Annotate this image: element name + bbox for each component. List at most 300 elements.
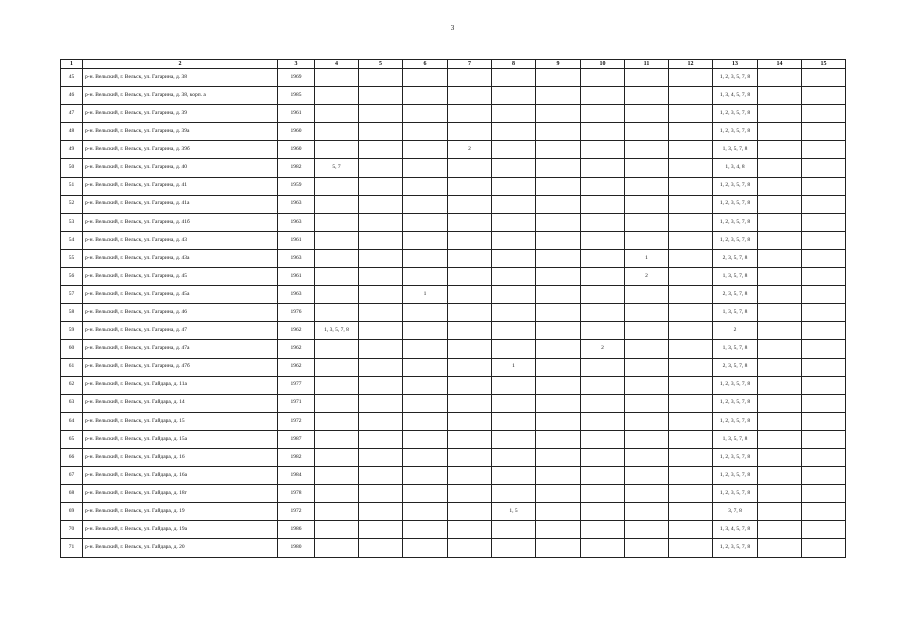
table-cell bbox=[359, 430, 403, 448]
row-number: 61 bbox=[61, 358, 83, 376]
table-cell bbox=[758, 376, 802, 394]
table-cell bbox=[669, 123, 713, 141]
table-cell bbox=[758, 69, 802, 87]
table-cell bbox=[448, 485, 492, 503]
year-cell: 1961 bbox=[278, 268, 315, 286]
table-cell bbox=[802, 503, 846, 521]
column-header-12: 12 bbox=[669, 60, 713, 69]
table-cell bbox=[536, 87, 581, 105]
address-cell: р-н. Вельский, г. Вельск, ул. Гагарина, д. 40 bbox=[83, 159, 278, 177]
table-cell bbox=[403, 430, 448, 448]
table-cell bbox=[669, 286, 713, 304]
table-cell bbox=[581, 87, 625, 105]
table-cell bbox=[536, 159, 581, 177]
table-cell bbox=[581, 123, 625, 141]
table-cell bbox=[492, 376, 536, 394]
table-cell bbox=[359, 268, 403, 286]
row-number: 70 bbox=[61, 521, 83, 539]
table-cell bbox=[802, 340, 846, 358]
table-cell: 5, 7 bbox=[315, 159, 359, 177]
year-cell: 1963 bbox=[278, 249, 315, 267]
table-cell bbox=[315, 358, 359, 376]
table-cell bbox=[492, 141, 536, 159]
table-cell bbox=[448, 177, 492, 195]
table-cell bbox=[315, 286, 359, 304]
table-cell bbox=[536, 376, 581, 394]
table-cell bbox=[359, 304, 403, 322]
table-cell bbox=[669, 87, 713, 105]
table-cell: 1, 2, 3, 5, 7, 8 bbox=[713, 213, 758, 231]
table-cell bbox=[625, 304, 669, 322]
table-cell bbox=[315, 213, 359, 231]
year-cell: 1961 bbox=[278, 231, 315, 249]
table-cell bbox=[758, 213, 802, 231]
table-cell bbox=[492, 322, 536, 340]
table-cell: 1, 2, 3, 5, 7, 8 bbox=[713, 195, 758, 213]
row-number: 45 bbox=[61, 69, 83, 87]
table-cell bbox=[669, 213, 713, 231]
table-cell bbox=[492, 177, 536, 195]
table-cell bbox=[448, 539, 492, 557]
column-header-7: 7 bbox=[448, 60, 492, 69]
row-number: 55 bbox=[61, 249, 83, 267]
table-row bbox=[61, 141, 846, 159]
table-cell bbox=[581, 412, 625, 430]
address-cell: р-н. Вельский, г. Вельск, ул. Гагарина, д. 43а bbox=[83, 249, 278, 267]
column-header-6: 6 bbox=[403, 60, 448, 69]
table-cell bbox=[448, 322, 492, 340]
table-cell bbox=[403, 412, 448, 430]
table-cell bbox=[581, 376, 625, 394]
table-cell bbox=[403, 141, 448, 159]
table-cell bbox=[448, 105, 492, 123]
table-cell bbox=[536, 105, 581, 123]
table-cell: 1, 3, 5, 7, 8 bbox=[713, 304, 758, 322]
table-cell bbox=[669, 467, 713, 485]
table-cell bbox=[359, 231, 403, 249]
address-cell: р-н. Вельский, г. Вельск, ул. Гагарина, д. 39б bbox=[83, 141, 278, 159]
table-cell bbox=[359, 521, 403, 539]
table-cell bbox=[802, 304, 846, 322]
table-cell: 1, 2, 3, 5, 7, 8 bbox=[713, 467, 758, 485]
table-cell bbox=[625, 412, 669, 430]
table-cell bbox=[581, 249, 625, 267]
table-cell bbox=[581, 448, 625, 466]
table-cell bbox=[581, 231, 625, 249]
table-cell bbox=[625, 286, 669, 304]
year-cell: 1963 bbox=[278, 286, 315, 304]
table-cell: 1, 3, 4, 8 bbox=[713, 159, 758, 177]
year-cell: 1960 bbox=[278, 123, 315, 141]
table-cell: 1, 3, 5, 7, 8 bbox=[713, 340, 758, 358]
row-number: 46 bbox=[61, 87, 83, 105]
table-cell bbox=[315, 430, 359, 448]
year-cell: 1972 bbox=[278, 412, 315, 430]
table-cell bbox=[758, 286, 802, 304]
table-cell bbox=[802, 286, 846, 304]
table-cell bbox=[536, 69, 581, 87]
table-cell bbox=[802, 322, 846, 340]
table-cell bbox=[536, 485, 581, 503]
address-cell: р-н. Вельский, г. Вельск, ул. Гагарина, д. 45а bbox=[83, 286, 278, 304]
table-cell bbox=[315, 177, 359, 195]
table-cell bbox=[581, 539, 625, 557]
table-cell bbox=[492, 304, 536, 322]
table-row bbox=[61, 286, 846, 304]
table-cell bbox=[625, 87, 669, 105]
table-cell bbox=[359, 105, 403, 123]
table-cell: 3, 7, 8 bbox=[713, 503, 758, 521]
table-cell bbox=[669, 304, 713, 322]
table-cell bbox=[403, 376, 448, 394]
table-cell bbox=[802, 412, 846, 430]
table-cell bbox=[359, 394, 403, 412]
year-cell: 1982 bbox=[278, 448, 315, 466]
table-cell bbox=[758, 195, 802, 213]
table-cell bbox=[758, 358, 802, 376]
table-cell bbox=[359, 249, 403, 267]
table-row bbox=[61, 123, 846, 141]
year-cell: 1962 bbox=[278, 322, 315, 340]
table-cell bbox=[758, 105, 802, 123]
table-cell bbox=[403, 322, 448, 340]
table-cell bbox=[492, 286, 536, 304]
table-cell bbox=[625, 123, 669, 141]
address-cell: р-н. Вельский, г. Вельск, ул. Гагарина, д. 46 bbox=[83, 304, 278, 322]
table-cell bbox=[536, 322, 581, 340]
table-cell bbox=[802, 376, 846, 394]
table-row bbox=[61, 430, 846, 448]
row-number: 54 bbox=[61, 231, 83, 249]
table-cell bbox=[669, 105, 713, 123]
address-cell: р-н. Вельский, г. Вельск, ул. Гайдара, д. 20 bbox=[83, 539, 278, 557]
table-cell bbox=[315, 249, 359, 267]
table-cell bbox=[758, 123, 802, 141]
table-cell bbox=[758, 503, 802, 521]
row-number: 66 bbox=[61, 448, 83, 466]
table-cell bbox=[492, 159, 536, 177]
table-row bbox=[61, 177, 846, 195]
table-row bbox=[61, 159, 846, 177]
table-cell bbox=[448, 213, 492, 231]
address-cell: р-н. Вельский, г. Вельск, ул. Гагарина, д. 41 bbox=[83, 177, 278, 195]
year-cell: 1977 bbox=[278, 376, 315, 394]
table-cell bbox=[581, 322, 625, 340]
table-cell: 1 bbox=[492, 358, 536, 376]
table-cell bbox=[581, 286, 625, 304]
table-cell: 1, 5 bbox=[492, 503, 536, 521]
table-row bbox=[61, 467, 846, 485]
buildings-table bbox=[60, 59, 846, 558]
page-number: 3 bbox=[450, 24, 455, 32]
table-row bbox=[61, 412, 846, 430]
year-cell: 1962 bbox=[278, 340, 315, 358]
table-cell bbox=[536, 249, 581, 267]
table-cell bbox=[581, 485, 625, 503]
table-cell bbox=[403, 358, 448, 376]
table-cell bbox=[315, 141, 359, 159]
year-cell: 1982 bbox=[278, 159, 315, 177]
table-cell bbox=[492, 268, 536, 286]
table-cell bbox=[581, 213, 625, 231]
table-cell: 2, 3, 5, 7, 8 bbox=[713, 358, 758, 376]
table-cell bbox=[448, 249, 492, 267]
table-cell bbox=[315, 448, 359, 466]
table-cell bbox=[359, 286, 403, 304]
table-cell bbox=[625, 340, 669, 358]
table-cell bbox=[802, 141, 846, 159]
table-cell bbox=[802, 195, 846, 213]
year-cell: 1984 bbox=[278, 467, 315, 485]
table-cell bbox=[581, 69, 625, 87]
column-header-4: 4 bbox=[315, 60, 359, 69]
row-number: 58 bbox=[61, 304, 83, 322]
table-cell bbox=[403, 177, 448, 195]
table-cell bbox=[802, 430, 846, 448]
address-cell: р-н. Вельский, г. Вельск, ул. Гагарина, д. 45 bbox=[83, 268, 278, 286]
table-cell bbox=[448, 69, 492, 87]
table-cell bbox=[448, 195, 492, 213]
table-cell bbox=[359, 485, 403, 503]
table-cell bbox=[315, 123, 359, 141]
table-cell: 2 bbox=[625, 268, 669, 286]
table-cell bbox=[669, 177, 713, 195]
row-number: 48 bbox=[61, 123, 83, 141]
table-cell bbox=[359, 448, 403, 466]
table-cell bbox=[448, 304, 492, 322]
table-cell: 2 bbox=[448, 141, 492, 159]
table-cell bbox=[669, 268, 713, 286]
table-cell bbox=[758, 249, 802, 267]
row-number: 56 bbox=[61, 268, 83, 286]
table-cell bbox=[359, 213, 403, 231]
table-cell bbox=[669, 503, 713, 521]
table-cell bbox=[403, 69, 448, 87]
table-cell bbox=[758, 394, 802, 412]
table-cell bbox=[536, 195, 581, 213]
table-cell bbox=[669, 485, 713, 503]
table-cell bbox=[403, 159, 448, 177]
table-cell: 1, 2, 3, 5, 7, 8 bbox=[713, 539, 758, 557]
row-number: 51 bbox=[61, 177, 83, 195]
table-cell bbox=[403, 503, 448, 521]
table-row bbox=[61, 539, 846, 557]
table-cell bbox=[492, 231, 536, 249]
table-cell bbox=[802, 123, 846, 141]
table-cell bbox=[403, 394, 448, 412]
table-cell bbox=[625, 159, 669, 177]
table-cell bbox=[315, 467, 359, 485]
table-cell bbox=[625, 485, 669, 503]
table-cell bbox=[536, 340, 581, 358]
table-cell bbox=[403, 448, 448, 466]
table-cell bbox=[758, 159, 802, 177]
table-cell bbox=[625, 213, 669, 231]
table-cell bbox=[403, 123, 448, 141]
table-cell bbox=[359, 322, 403, 340]
table-cell bbox=[448, 521, 492, 539]
header-row bbox=[61, 60, 846, 69]
table-cell bbox=[581, 141, 625, 159]
table-cell bbox=[625, 376, 669, 394]
table-cell bbox=[359, 340, 403, 358]
table-cell bbox=[669, 159, 713, 177]
table-cell bbox=[625, 521, 669, 539]
table-cell bbox=[669, 412, 713, 430]
address-cell: р-н. Вельский, г. Вельск, ул. Гайдара, д. 11а bbox=[83, 376, 278, 394]
table-cell: 1 bbox=[403, 286, 448, 304]
row-number: 50 bbox=[61, 159, 83, 177]
row-number: 64 bbox=[61, 412, 83, 430]
row-number: 47 bbox=[61, 105, 83, 123]
address-cell: р-н. Вельский, г. Вельск, ул. Гайдара, д. 16 bbox=[83, 448, 278, 466]
table-cell: 1, 2, 3, 5, 7, 8 bbox=[713, 485, 758, 503]
table-cell bbox=[315, 304, 359, 322]
table-cell bbox=[581, 467, 625, 485]
table-cell: 1, 3, 4, 5, 7, 8 bbox=[713, 521, 758, 539]
table-cell bbox=[315, 503, 359, 521]
table-cell bbox=[758, 304, 802, 322]
address-cell: р-н. Вельский, г. Вельск, ул. Гагарина, д. 41б bbox=[83, 213, 278, 231]
year-cell: 1969 bbox=[278, 69, 315, 87]
table-cell bbox=[359, 141, 403, 159]
table-cell bbox=[625, 69, 669, 87]
table-cell bbox=[802, 159, 846, 177]
address-cell: р-н. Вельский, г. Вельск, ул. Гагарина, д. 47б bbox=[83, 358, 278, 376]
table-cell bbox=[359, 412, 403, 430]
column-header-15: 15 bbox=[802, 60, 846, 69]
table-cell bbox=[448, 467, 492, 485]
address-cell: р-н. Вельский, г. Вельск, ул. Гайдара, д. 16а bbox=[83, 467, 278, 485]
year-cell: 1978 bbox=[278, 485, 315, 503]
table-cell bbox=[448, 376, 492, 394]
table-cell bbox=[403, 213, 448, 231]
table-row bbox=[61, 249, 846, 267]
table-cell bbox=[581, 503, 625, 521]
table-cell bbox=[625, 503, 669, 521]
table-cell bbox=[448, 430, 492, 448]
column-header-8: 8 bbox=[492, 60, 536, 69]
table-cell bbox=[448, 286, 492, 304]
table-cell bbox=[581, 358, 625, 376]
table-cell bbox=[536, 141, 581, 159]
table-cell bbox=[403, 340, 448, 358]
table-cell: 2, 3, 5, 7, 8 bbox=[713, 249, 758, 267]
table-cell bbox=[448, 503, 492, 521]
table-row bbox=[61, 213, 846, 231]
table-cell bbox=[625, 467, 669, 485]
table-cell bbox=[315, 412, 359, 430]
column-header-11: 11 bbox=[625, 60, 669, 69]
table-cell bbox=[625, 322, 669, 340]
table-cell: 1, 2, 3, 5, 7, 8 bbox=[713, 69, 758, 87]
table-cell bbox=[403, 87, 448, 105]
table-cell bbox=[403, 249, 448, 267]
row-number: 68 bbox=[61, 485, 83, 503]
table-row bbox=[61, 105, 846, 123]
table-cell bbox=[758, 141, 802, 159]
table-cell bbox=[669, 340, 713, 358]
year-cell: 1959 bbox=[278, 177, 315, 195]
table-cell bbox=[802, 213, 846, 231]
table-cell bbox=[669, 521, 713, 539]
table-cell bbox=[758, 448, 802, 466]
address-cell: р-н. Вельский, г. Вельск, ул. Гагарина, д. 41а bbox=[83, 195, 278, 213]
table-cell: 1, 2, 3, 5, 7, 8 bbox=[713, 123, 758, 141]
year-cell: 1960 bbox=[278, 141, 315, 159]
table-cell bbox=[536, 412, 581, 430]
table-cell bbox=[536, 177, 581, 195]
table-cell bbox=[536, 539, 581, 557]
table-cell bbox=[448, 448, 492, 466]
table-cell bbox=[315, 231, 359, 249]
year-cell: 1976 bbox=[278, 304, 315, 322]
table-cell bbox=[802, 358, 846, 376]
table-cell bbox=[802, 394, 846, 412]
table-cell bbox=[359, 539, 403, 557]
table-cell bbox=[536, 231, 581, 249]
table-cell bbox=[492, 539, 536, 557]
table-cell bbox=[315, 69, 359, 87]
table-cell bbox=[669, 394, 713, 412]
table-cell bbox=[492, 448, 536, 466]
table-cell bbox=[802, 467, 846, 485]
address-cell: р-н. Вельский, г. Вельск, ул. Гайдара, д. 14 bbox=[83, 394, 278, 412]
column-header-3: 3 bbox=[278, 60, 315, 69]
year-cell: 1985 bbox=[278, 87, 315, 105]
table-cell bbox=[669, 448, 713, 466]
column-header-9: 9 bbox=[536, 60, 581, 69]
table-cell bbox=[758, 340, 802, 358]
table-cell bbox=[359, 376, 403, 394]
table-cell bbox=[581, 268, 625, 286]
row-number: 69 bbox=[61, 503, 83, 521]
table-cell bbox=[448, 159, 492, 177]
table-row bbox=[61, 503, 846, 521]
table-cell bbox=[536, 503, 581, 521]
address-cell: р-н. Вельский, г. Вельск, ул. Гагарина, д. 47а bbox=[83, 340, 278, 358]
table-cell: 1, 3, 5, 7, 8 bbox=[713, 141, 758, 159]
table-cell: 1, 3, 5, 7, 8 bbox=[713, 268, 758, 286]
table-cell bbox=[448, 268, 492, 286]
table-cell bbox=[315, 268, 359, 286]
table-cell bbox=[802, 448, 846, 466]
table-cell bbox=[359, 69, 403, 87]
table-cell bbox=[581, 394, 625, 412]
table-cell bbox=[448, 231, 492, 249]
table-cell bbox=[758, 322, 802, 340]
address-cell: р-н. Вельский, г. Вельск, ул. Гагарина, д. 39а bbox=[83, 123, 278, 141]
table-cell bbox=[669, 249, 713, 267]
table-cell bbox=[802, 69, 846, 87]
table-row bbox=[61, 394, 846, 412]
table-cell bbox=[403, 268, 448, 286]
row-number: 53 bbox=[61, 213, 83, 231]
table-cell bbox=[758, 268, 802, 286]
table-row bbox=[61, 485, 846, 503]
year-cell: 1971 bbox=[278, 394, 315, 412]
table-cell: 1, 2, 3, 5, 7, 8 bbox=[713, 177, 758, 195]
table-cell bbox=[315, 87, 359, 105]
table-cell bbox=[802, 87, 846, 105]
table-cell bbox=[758, 231, 802, 249]
table-cell bbox=[581, 177, 625, 195]
table-cell bbox=[625, 448, 669, 466]
table-row bbox=[61, 87, 846, 105]
year-cell: 1987 bbox=[278, 430, 315, 448]
row-number: 63 bbox=[61, 394, 83, 412]
table-cell bbox=[315, 195, 359, 213]
